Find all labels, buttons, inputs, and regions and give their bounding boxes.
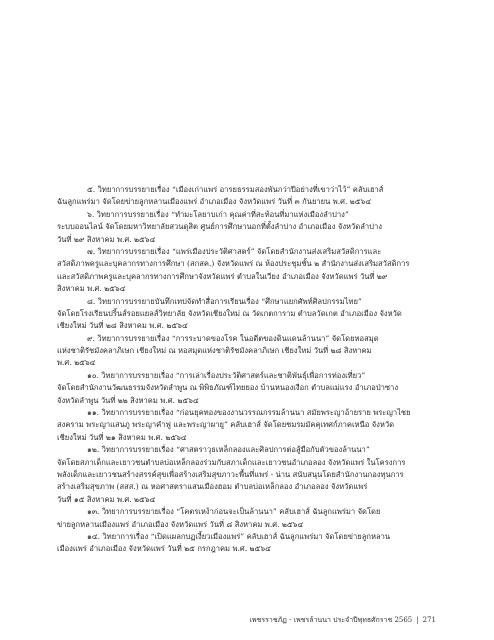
entry-line: ๗. วิทยาการบรรยายเรื่อง “แพร่เมืองประวัติศาสตร์” จัดโดยสำนักงานส่งเสริมสวัสดิการและ xyxy=(87,246,382,256)
entry-line: วันที่ ๑๕ สิงหาคม พ.ศ. ๒๕๖๔ xyxy=(57,494,156,504)
entry-line: พ.ศ. ๒๕๖๔ xyxy=(57,358,96,368)
page-number: 271 xyxy=(422,616,436,624)
entry-line: ฉันลูกแพร่มา จัดโดยข่ายลูกหลานเมืองแพร่ อำเภอเมือง จังหวัดแพร่ วันที่ ๓ กันยายน พ.ศ. ๒๕๖๔ xyxy=(57,197,372,207)
entry-line: ๑๓. วิทยาการบรรยายเรื่อง “โคตรเหง้าก่อนจะเป็นล้านนา” คลับเฮาส์ ฉันลูกแพร่มา จัดโดย xyxy=(87,507,381,517)
lecture-entry xyxy=(57,333,440,370)
entry-line: เชียงใหม่ วันที่ ๒๘ สิงหาคม พ.ศ. ๒๕๖๔ xyxy=(57,321,188,331)
lecture-entry xyxy=(57,407,440,444)
entry-line: ๑๑. วิทยาการบรรยายเรื่อง “ก่อนยุคทองของงานวรรณกรรมล้านนา สมัยพระญาอ้ายราย พระญาไชย xyxy=(87,408,411,418)
entry-line: ๑๐. วิทยาการบรรยายเรื่อง “การเล่าเรื่องประวัติศาสตร์และชาติพันธุ์เพื่อการท่องเที่ยว” xyxy=(87,370,366,380)
lecture-entry xyxy=(57,296,440,333)
entry-line: ข่ายลูกหลานเมืองแพร่ อำเภอเมือง จังหวัดแพร่ วันที่ ๘ สิงหาคม พ.ศ. ๒๕๖๔ xyxy=(57,519,304,529)
lecture-entry xyxy=(57,370,440,407)
footer-title: เพชรราชภัฏ - เพชรล้านนา ประจำปีพุทธศักราช 2565 xyxy=(249,616,413,624)
entry-line: จังหวัดลำพูน วันที่ ๒๒ สิงหาคม พ.ศ. ๒๕๖๔ xyxy=(57,395,199,405)
entry-line: จัดโดยสำนักงานวัฒนธรรมจังหวัดลำพูน ณ พิพิธภัณฑ์ไทยยอง บ้านหนองเงือก ตำบลแม่แรง อำเภอป่าซาง xyxy=(57,383,399,393)
entry-line: วันที่ ๒๙ สิงหาคม พ.ศ. ๒๕๖๔ xyxy=(57,234,156,244)
lecture-entry xyxy=(57,531,440,556)
entry-line: จัดโดยสภาเด็กและเยาวชนตำบลบ่อเหล็กลองร่วมกับสภาเด็กและเยาวชนอำเภอลอง จังหวัดแพร่ ในโครงการ xyxy=(57,457,406,467)
lecture-entry xyxy=(57,444,440,506)
lecture-entry xyxy=(57,246,440,296)
entry-line: สิงหาคม พ.ศ. ๒๕๖๔ xyxy=(57,284,126,294)
entry-line: สวัสดิภาพครูและบุคลากรทางการศึกษา (สกสค.) จังหวัดแพร่ ณ ห้องประชุมชั้น ๒ สำนักงานส่งเสริมสวัสดิการ xyxy=(57,259,410,269)
lecture-entry xyxy=(57,209,440,246)
entry-line: พลังเด็กและเยาวชนสร้างสรรค์สุขเพื่อสร้างเสริมสุขภาวะพื้นที่แพร่ - น่าน สนับสนุนโดยสำนักงานกองทุนการ xyxy=(57,469,404,479)
entry-line: แห่งชาติรัชมังคลาภิเษก เชียงใหม่ ณ หอสมุดแห่งชาติรัชมังคลาภิเษก เชียงใหม่ วันที่ ๒๘ สิงหาคม xyxy=(57,346,372,356)
entry-line: และสวัสดิภาพครูและบุคลากรทางการศึกษาจังหวัดแพร่ ตำบลในเวียง อำเภอเมือง จังหวัดแพร่ วันที่ ๒๙ xyxy=(57,271,388,281)
entry-line: ๙. วิทยาการบรรยายเรื่อง “การระบาดของโรค ในอดีตของดินแดนล้านนา” จัดโดยหอสมุด xyxy=(87,333,379,343)
entry-list xyxy=(57,184,440,556)
entry-line: สร้างเสริมสุขภาพ (สสส.) ณ หอศาสตราแสนเมืองฮอม ตำบลบ่อเหล็กลอง อำเภอลอง จังหวัดแพร่ xyxy=(57,482,368,492)
entry-line: เมืองแพร่ อำเภอเมือง จังหวัดแพร่ วันที่ ๒๕ กรกฎาคม พ.ศ. ๒๕๖๔ xyxy=(57,544,271,554)
lecture-entry xyxy=(57,184,440,209)
entry-line: ๖. วิทยาการบรรยายเรื่อง “ทำมะโลยาบเก่า คุณค่าที่สะท้อนที่มาแห่งเมืองลำปาง” xyxy=(87,209,349,219)
entry-line: สงคราม พระญาแสนภู พระญาคำฟู และพระญาผายู” คลับเฮาส์ จัดโดยชมรมมัคคุเทศก์ภาคเหนือ จังหวัด xyxy=(57,420,395,430)
entry-line: ๕. วิทยาการบรรยายเรื่อง “เมืองเก่าแพร่ อารยธรรมสองพันกว่าปีอย่างที่เขาว่าไว้” คลับเฮาส์ xyxy=(87,185,384,194)
entry-line: ๑๒. วิทยาการบรรยายเรื่อง “ศาสตราวุธเหล็กลองและศิลปการต่อสู้มือกับตัวของล้านนา” xyxy=(87,445,370,455)
footer-separator: | xyxy=(416,616,419,624)
entry-line: ๘. วิทยาการบรรยายบันทึกเทปจัดทำสื่อการเรียนเรื่อง “ศึกษาแยกศัพท์ศิลปกรรมไทย” xyxy=(87,296,362,306)
entry-line: จัดโดยโรงเรียนปริ้นส์รอยแยลส์วิทยาลัย จังหวัดเชียงใหม่ ณ วัดเกตการาม ตำบลวัดเกต อำเภอเมือง จังหวัด xyxy=(57,308,402,318)
page-footer xyxy=(250,615,436,626)
entry-line: ๑๔. วิทยาการเรื่อง “เปิดแผลกบฏเงี้ยวเมืองแพร่” คลับเฮาส์ ฉันลูกแพร่มา จัดโดยข่ายลูกหลาน xyxy=(87,531,391,541)
entry-line: ระบบออนไลน์ จัดโดยมหาวิทยาลัยสวนดุสิต ศูนย์การศึกษานอกที่ตั้งลำปาง อำเภอเมือง จังหวัดลำปาง xyxy=(57,222,382,232)
entry-line: เชียงใหม่ วันที่ ๒๑ สิงหาคม พ.ศ. ๒๕๖๔ xyxy=(57,432,187,442)
lecture-entry xyxy=(57,506,440,531)
